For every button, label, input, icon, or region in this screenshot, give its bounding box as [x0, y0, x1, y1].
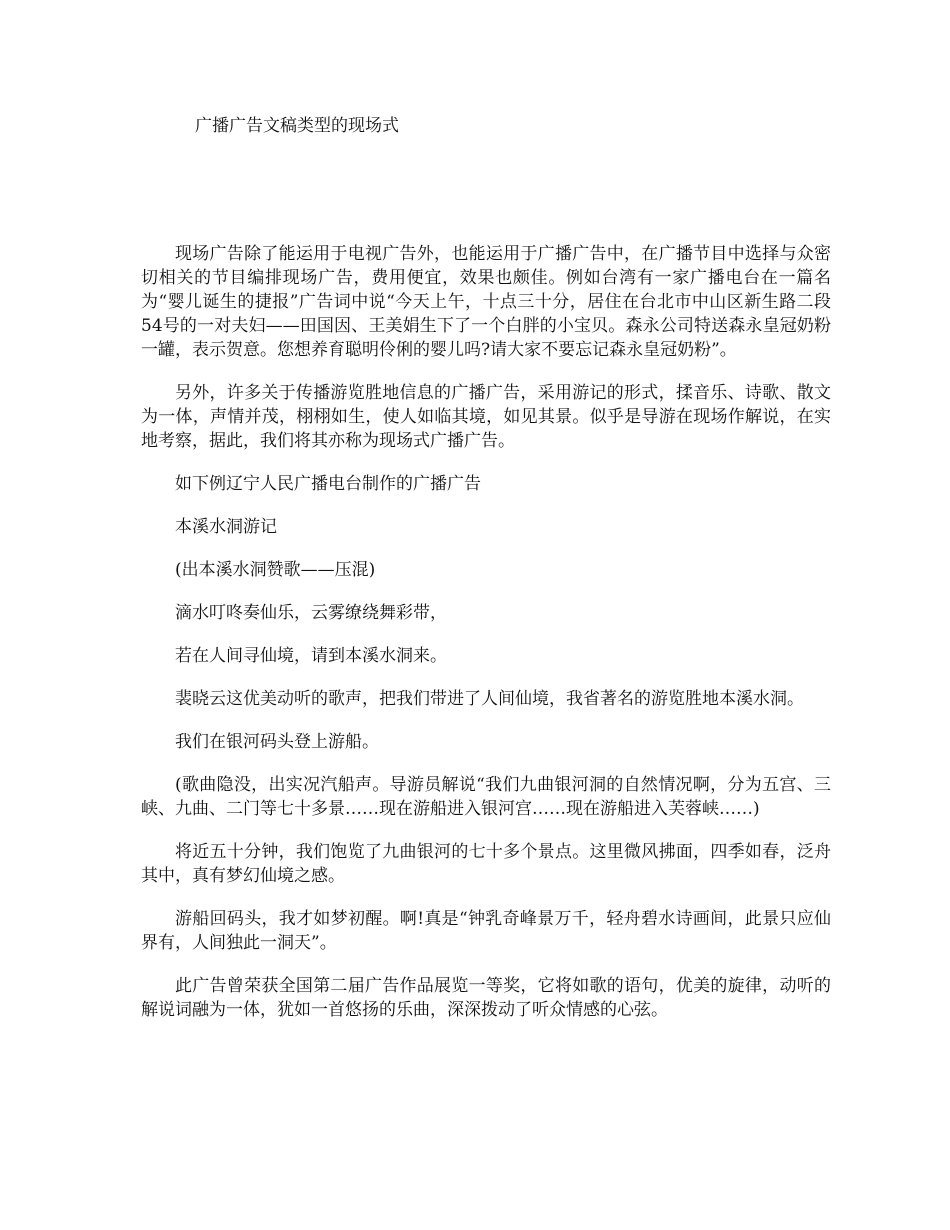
paragraph: 如下例辽宁人民广播电台制作的广播广告: [175, 474, 481, 494]
stage-direction: (出本溪水洞赞歌——压混): [175, 560, 376, 580]
paragraph: 我们在银河码头登上游船。: [175, 732, 379, 752]
paragraph: 游船回码头，我才如梦初醒。啊!真是“钟乳奇峰景万千，轻舟碧水诗画间，此景只应仙界有，人间独此一洞天”。: [141, 909, 831, 953]
document-title: 广播广告文稿类型的现场式: [195, 116, 399, 136]
lyric-line: 若在人间寻仙境，请到本溪水洞来。: [175, 646, 447, 666]
paragraph: 另外，许多关于传播游览胜地信息的广播广告，采用游记的形式，揉音乐、诗歌、散文为一体，声情并茂，栩栩如生，使人如临其境，如见其景。似乎是导游在现场作解说，在实地考察，据此，我们将其亦称为现场式广播广告。: [141, 383, 831, 451]
paragraph: 将近五十分钟，我们饱览了九曲银河的七十多个景点。这里微风拂面，四季如春，泛舟其中，真有梦幻仙境之感。: [141, 842, 831, 886]
ad-title-line: 本溪水洞游记: [175, 517, 277, 537]
lyric-line: 滴水叮咚奏仙乐，云雾缭绕舞彩带，: [175, 603, 447, 623]
stage-direction: (歌曲隐没，出实况汽船声。导游员解说“我们九曲银河洞的自然情况啊，分为五宫、三峡、九曲、二门等七十多景……现在游船进入银河宫……现在游船进入芙蓉峡……): [141, 775, 831, 819]
paragraph: 现场广告除了能运用于电视广告外，也能运用于广播广告中，在广播节目中选择与众密切相关的节目编排现场广告，费用便宜，效果也颇佳。例如台湾有一家广播电台在一篇名为“婴儿诞生的捷报”广告词中说“今天上午，十点三十分，居住在台北市中山区新生路二段54号的一对夫妇——田国因、王美娟生下了一个白胖的小宝贝。森永公司特送森永皇冠奶粉一罐，表示贺意。您想养育聪明伶俐的婴儿吗?请大家不要忘记森永皇冠奶粉”。: [141, 244, 831, 360]
paragraph: 裴晓云这优美动听的歌声，把我们带进了人间仙境，我省著名的游览胜地本溪水洞。: [175, 689, 804, 709]
paragraph: 此广告曾荣获全国第二届广告作品展览一等奖，它将如歌的语句，优美的旋律，动听的解说词融为一体，犹如一首悠扬的乐曲，深深拨动了听众情感的心弦。: [141, 976, 831, 1020]
document-body: [141, 242, 831, 1041]
